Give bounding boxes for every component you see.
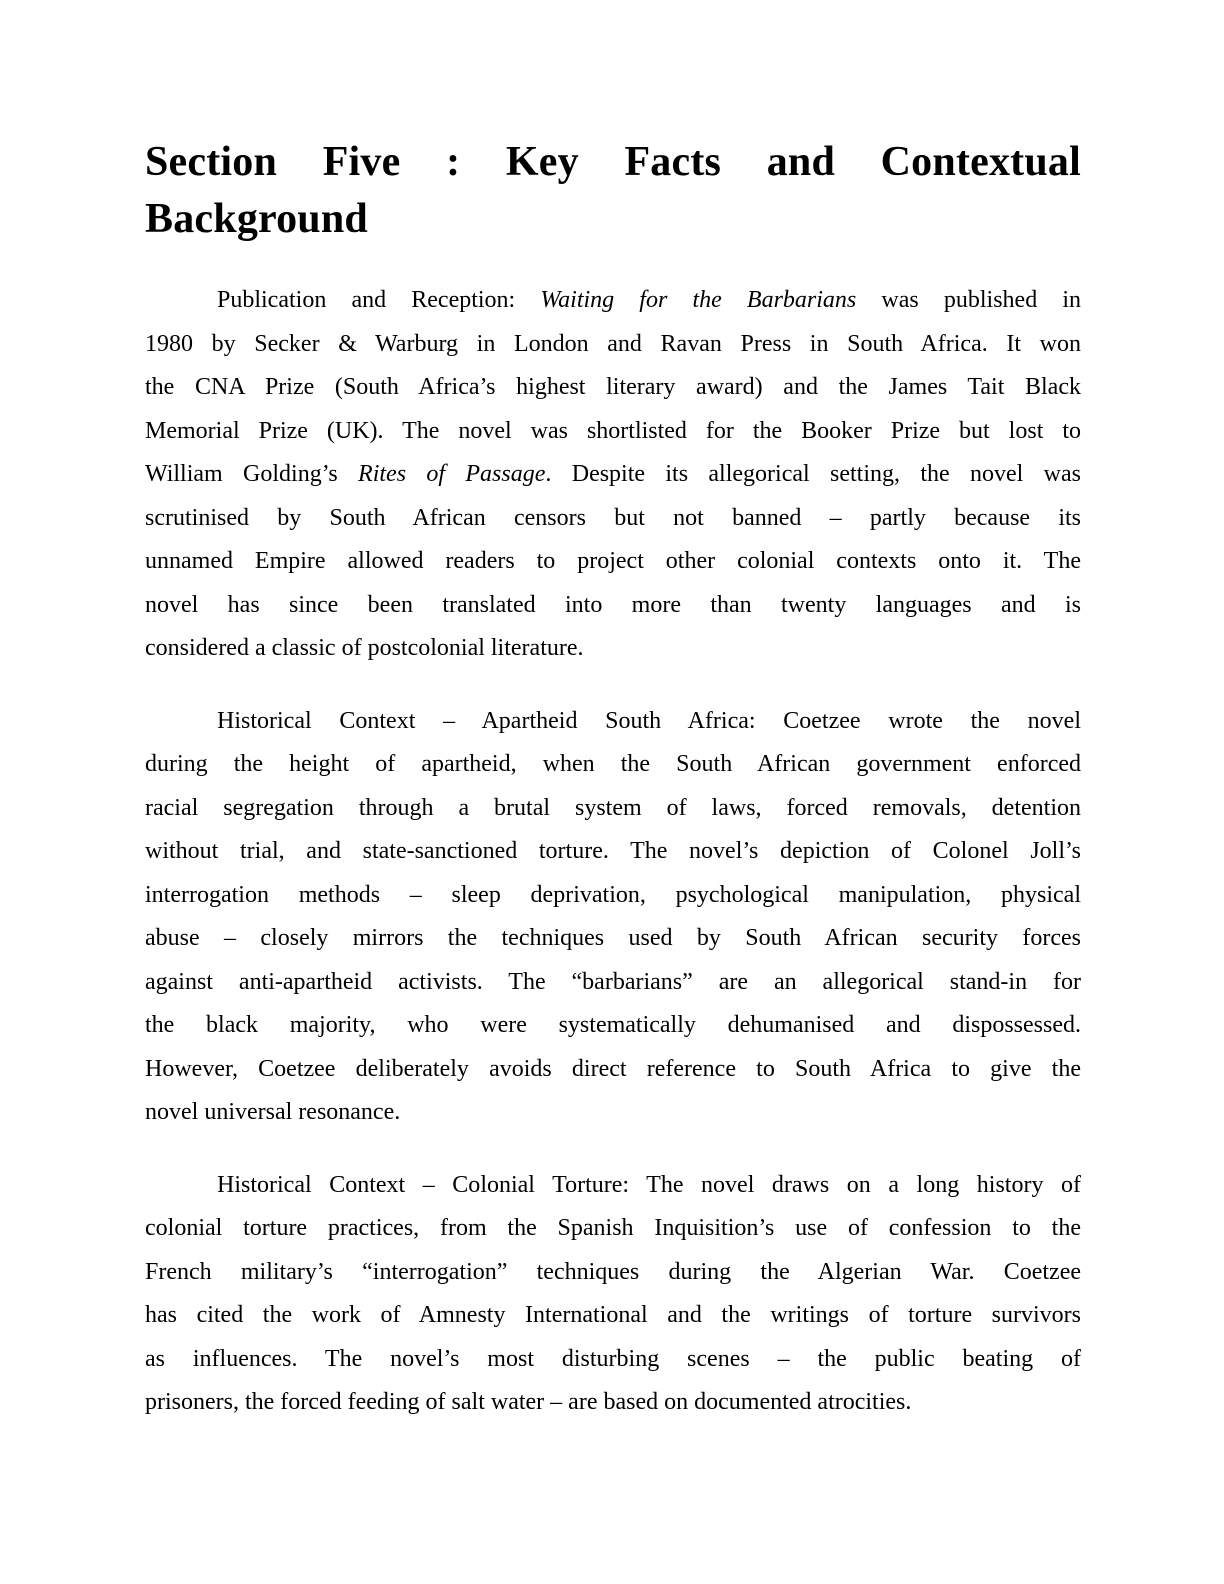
text-segment: racial segregation through a brutal system of laws, forced removals, detention <box>145 794 1081 821</box>
text-segment: unnamed Empire allowed readers to project other colonial contexts onto it. The <box>145 548 1081 574</box>
heading-line: Section Five : Key Facts and Contextual <box>145 139 1081 185</box>
text-line <box>145 1207 1081 1251</box>
text-line <box>145 787 1081 831</box>
text-line <box>145 453 1081 497</box>
text-segment: abuse – closely mirrors the techniques used by South African security forces <box>145 925 1081 951</box>
text-line <box>145 743 1081 787</box>
paragraph-publication-and-reception <box>145 279 1081 671</box>
text-segment: considered a classic of postcolonial literature. <box>145 635 584 661</box>
text-segment: was published in <box>856 287 1082 313</box>
text-line <box>145 1091 1081 1135</box>
text-segment: Publication and Reception: <box>217 287 541 313</box>
text-segment: without trial, and state-sanctioned torture. The novel’s depiction of Colonel Joll’s <box>145 838 1081 864</box>
text-line <box>145 1048 1081 1092</box>
text-segment: interrogation methods – sleep deprivation, psychological manipulation, physical <box>145 881 1081 908</box>
text-line <box>145 410 1081 454</box>
text-line <box>145 1164 1081 1208</box>
text-segment: as influences. The novel’s most disturbing scenes – the public beating of <box>145 1345 1081 1372</box>
text-segment: novel universal resonance. <box>145 1099 401 1125</box>
text-segment: However, Coetzee deliberately avoids direct reference to South Africa to give the <box>145 1055 1081 1082</box>
text-segment: prisoners, the forced feeding of salt water – are based on documented atrocities. <box>145 1389 912 1415</box>
text-line <box>145 1381 1081 1425</box>
text-segment: has cited the work of Amnesty International and the writings of torture survivors <box>145 1302 1081 1328</box>
text-segment: Memorial Prize (UK). The novel was shortlisted for the Booker Prize but lost to <box>145 417 1081 444</box>
text-segment: novel has since been translated into more than twenty languages and is <box>145 591 1081 618</box>
text-line <box>145 627 1081 671</box>
text-line <box>145 366 1081 410</box>
text-line <box>145 584 1081 628</box>
text-line <box>145 874 1081 918</box>
paragraph-historical-context-colonial-torture <box>145 1164 1081 1425</box>
text-line <box>145 961 1081 1005</box>
text-segment: . Despite its allegorical setting, the novel was <box>545 461 1081 487</box>
text-line <box>145 279 1081 323</box>
heading-line: Background <box>145 196 368 242</box>
text-line <box>145 497 1081 541</box>
text-line <box>145 323 1081 367</box>
document-body <box>145 279 1081 1425</box>
text-line <box>145 1004 1081 1048</box>
text-segment: William Golding’s <box>145 461 359 487</box>
text-segment: during the height of apartheid, when the South African government enforced <box>145 751 1081 777</box>
text-segment: the CNA Prize (South Africa’s highest literary award) and the James Tait Black <box>145 374 1081 400</box>
text-line <box>145 830 1081 874</box>
text-segment: Historical Context – Colonial Torture: The novel draws on a long history of <box>217 1171 1081 1198</box>
text-segment: 1980 by Secker & Warburg in London and Ravan Press in South Africa. It won <box>145 330 1081 357</box>
text-segment: colonial torture practices, from the Spanish Inquisition’s use of confession to the <box>145 1215 1081 1241</box>
text-segment: scrutinised by South African censors but not banned – partly because its <box>145 504 1081 531</box>
text-line <box>145 1251 1081 1295</box>
section-heading <box>145 134 1081 248</box>
text-segment: against anti-apartheid activists. The “barbarians” are an allegorical stand-in for <box>145 968 1081 995</box>
paragraph-historical-context-apartheid <box>145 700 1081 1135</box>
text-line <box>145 1294 1081 1338</box>
text-line <box>145 700 1081 744</box>
book-title-italic: Waiting for the Barbarians <box>540 287 857 313</box>
text-line <box>145 1338 1081 1382</box>
text-line <box>145 540 1081 584</box>
text-segment: the black majority, who were systematically dehumanised and dispossessed. <box>145 1012 1081 1038</box>
text-segment: French military’s “interrogation” techniques during the Algerian War. Coetzee <box>145 1258 1081 1285</box>
text-segment: Historical Context – Apartheid South Africa: Coetzee wrote the novel <box>217 707 1081 734</box>
text-line <box>145 917 1081 961</box>
book-title-italic: Rites of Passage <box>358 461 546 487</box>
